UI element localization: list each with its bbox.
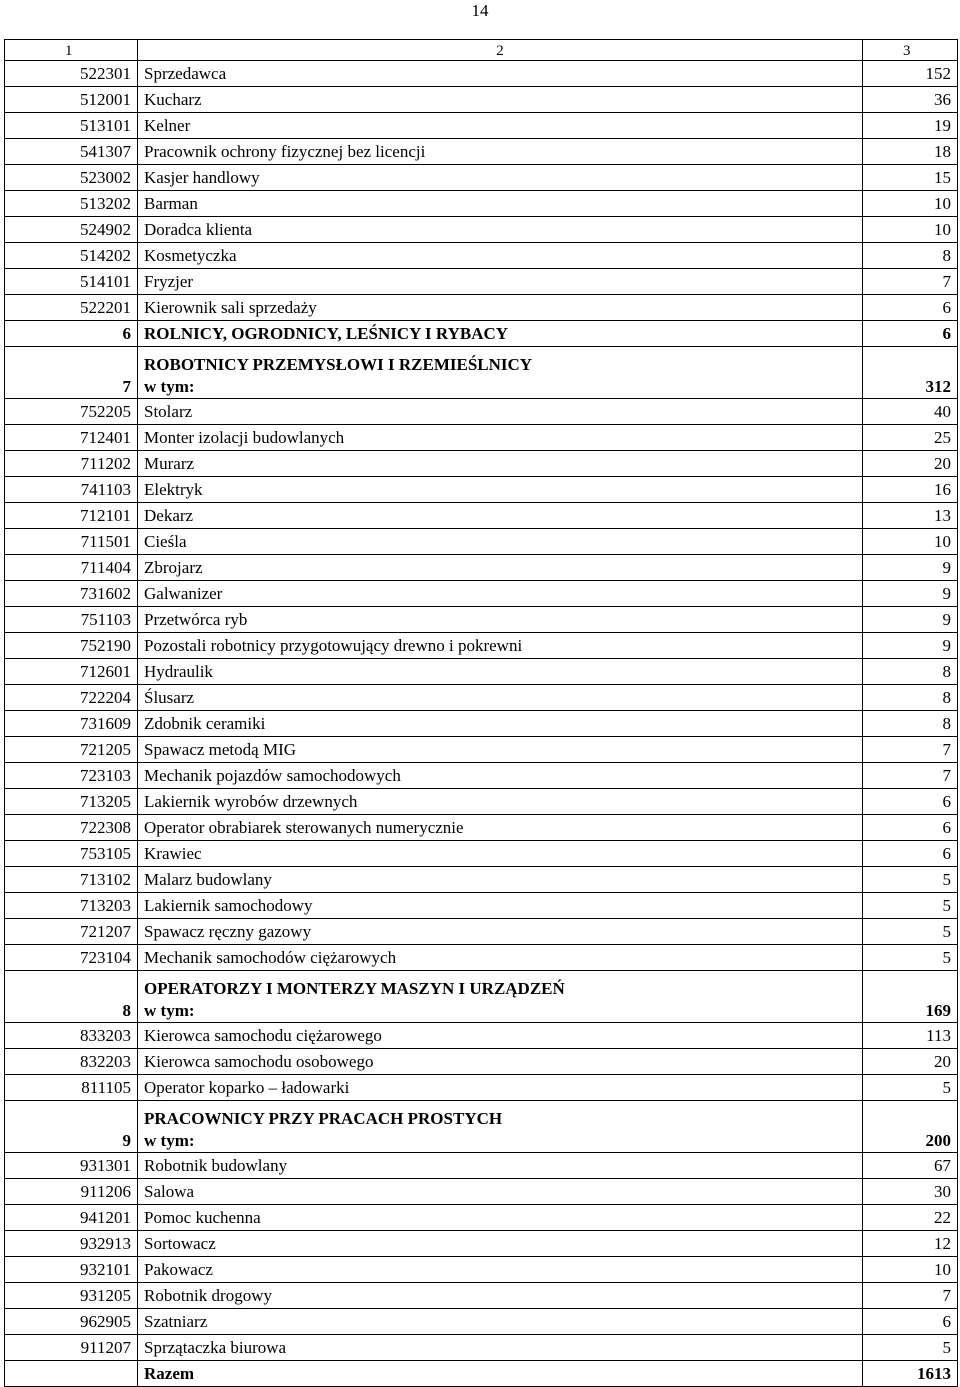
occupation-name: Szatniarz: [138, 1309, 863, 1335]
table-row: [5, 607, 958, 633]
occupation-name: Kierowca samochodu ciężarowego: [138, 1023, 863, 1049]
occupation-count: 9: [863, 607, 958, 633]
occupation-name: Sprzedawca: [138, 61, 863, 87]
occupation-count: 5: [863, 919, 958, 945]
table-row: [5, 1205, 958, 1231]
occupation-name: Kierowca samochodu osobowego: [138, 1049, 863, 1075]
occupation-count: 1613: [863, 1361, 958, 1387]
occupation-code: 711202: [5, 451, 138, 477]
occupation-code: 721207: [5, 919, 138, 945]
occupation-group-cell: [138, 971, 863, 1023]
occupation-count: 5: [863, 1335, 958, 1361]
occupation-code: 541307: [5, 139, 138, 165]
occupation-name: Pracownik ochrony fizycznej bez licencji: [138, 139, 863, 165]
occupation-count: 6: [863, 789, 958, 815]
occupation-count: 20: [863, 451, 958, 477]
occupation-code: 9: [5, 1101, 138, 1153]
occupation-name: Kelner: [138, 113, 863, 139]
table-row: [5, 399, 958, 425]
occupation-name: Hydraulik: [138, 659, 863, 685]
occupation-count: 13: [863, 503, 958, 529]
occupation-code: 513202: [5, 191, 138, 217]
occupation-count: 5: [863, 945, 958, 971]
occupation-code: 932913: [5, 1231, 138, 1257]
occupation-code: 941201: [5, 1205, 138, 1231]
occupation-count: 6: [863, 321, 958, 347]
occupation-name: Doradca klienta: [138, 217, 863, 243]
table-row: [5, 555, 958, 581]
occupation-code: 713205: [5, 789, 138, 815]
occupation-count: 7: [863, 1283, 958, 1309]
occupation-count: 8: [863, 685, 958, 711]
occupation-name: Lakiernik samochodowy: [138, 893, 863, 919]
occupation-count: 9: [863, 555, 958, 581]
occupation-code: 514202: [5, 243, 138, 269]
occupation-code: 731602: [5, 581, 138, 607]
occupation-group-name: OPERATORZY I MONTERZY MASZYN I URZĄDZEŃ: [144, 979, 565, 998]
occupation-count: 40: [863, 399, 958, 425]
occupation-code: 524902: [5, 217, 138, 243]
occupation-count: 19: [863, 113, 958, 139]
table-row: [5, 789, 958, 815]
group-row: [5, 971, 958, 1023]
table-row: [5, 841, 958, 867]
column-number-2: 2: [138, 40, 863, 61]
occupation-count: 6: [863, 841, 958, 867]
occupation-name: Przetwórca ryb: [138, 607, 863, 633]
page-number: 14: [471, 1, 489, 20]
occupation-name: Pakowacz: [138, 1257, 863, 1283]
occupation-name: Lakiernik wyrobów drzewnych: [138, 789, 863, 815]
table-row: [5, 139, 958, 165]
occupation-code: 752205: [5, 399, 138, 425]
occupation-name: Pomoc kuchenna: [138, 1205, 863, 1231]
occupation-count: 36: [863, 87, 958, 113]
occupation-count: 16: [863, 477, 958, 503]
occupation-name: Zbrojarz: [138, 555, 863, 581]
occupation-count: 18: [863, 139, 958, 165]
table-row: [5, 503, 958, 529]
occupation-code: 751103: [5, 607, 138, 633]
table-row: [5, 451, 958, 477]
column-number-3: 3: [863, 40, 958, 61]
total-row: [5, 1361, 958, 1387]
occupation-group-name: PRACOWNICY PRZY PRACACH PROSTYCH: [144, 1109, 503, 1128]
occupation-count: 5: [863, 1075, 958, 1101]
occupation-code: 523002: [5, 165, 138, 191]
occupation-name: Kasjer handlowy: [138, 165, 863, 191]
occupation-code: 512001: [5, 87, 138, 113]
occupation-name: Dekarz: [138, 503, 863, 529]
occupation-name: Fryzjer: [138, 269, 863, 295]
occupation-code: 723104: [5, 945, 138, 971]
occupation-code: 811105: [5, 1075, 138, 1101]
occupation-code: 931205: [5, 1283, 138, 1309]
occupation-code: 8: [5, 971, 138, 1023]
occupation-count: 12: [863, 1231, 958, 1257]
occupation-count: 9: [863, 581, 958, 607]
occupation-count: 6: [863, 295, 958, 321]
table-row: [5, 1257, 958, 1283]
occupation-count: 7: [863, 737, 958, 763]
occupation-count: 6: [863, 815, 958, 841]
occupation-group-subtitle: w tym:: [144, 377, 195, 396]
table-row: [5, 191, 958, 217]
occupation-count: 10: [863, 191, 958, 217]
occupation-name: Spawacz ręczny gazowy: [138, 919, 863, 945]
table-row: [5, 165, 958, 191]
table-row: [5, 737, 958, 763]
occupation-code: 712101: [5, 503, 138, 529]
occupation-name: Malarz budowlany: [138, 867, 863, 893]
occupation-group-subtitle: w tym:: [144, 1001, 195, 1020]
occupation-name: Sprzątaczka biurowa: [138, 1335, 863, 1361]
occupation-code: 833203: [5, 1023, 138, 1049]
occupation-code: 832203: [5, 1049, 138, 1075]
occupation-group-subtitle: w tym:: [144, 1131, 195, 1150]
occupation-name: Galwanizer: [138, 581, 863, 607]
occupation-name: Mechanik samochodów ciężarowych: [138, 945, 863, 971]
occupation-code: 911206: [5, 1179, 138, 1205]
occupation-code: 712401: [5, 425, 138, 451]
table-row: [5, 477, 958, 503]
table-row: [5, 867, 958, 893]
occupation-count: 200: [863, 1101, 958, 1153]
occupation-count: 169: [863, 971, 958, 1023]
occupation-code: 722204: [5, 685, 138, 711]
column-number-1: 1: [5, 40, 138, 61]
occupation-count: 67: [863, 1153, 958, 1179]
occupation-count: 20: [863, 1049, 958, 1075]
occupation-name: Stolarz: [138, 399, 863, 425]
occupation-name: Sortowacz: [138, 1231, 863, 1257]
occupation-count: 113: [863, 1023, 958, 1049]
table-row: [5, 1075, 958, 1101]
table-row: [5, 893, 958, 919]
occupation-count: 25: [863, 425, 958, 451]
occupation-count: 10: [863, 1257, 958, 1283]
occupation-count: 5: [863, 893, 958, 919]
occupation-code: 711501: [5, 529, 138, 555]
occupations-table: [4, 39, 958, 1387]
occupation-name: Robotnik budowlany: [138, 1153, 863, 1179]
occupation-name: Elektryk: [138, 477, 863, 503]
table-row: [5, 1049, 958, 1075]
group-row: [5, 1101, 958, 1153]
occupation-count: 10: [863, 217, 958, 243]
occupation-code: 712601: [5, 659, 138, 685]
occupation-code: 721205: [5, 737, 138, 763]
occupation-name: Salowa: [138, 1179, 863, 1205]
occupation-code: 7: [5, 347, 138, 399]
occupation-code: 713102: [5, 867, 138, 893]
occupation-code: 932101: [5, 1257, 138, 1283]
table-row: [5, 711, 958, 737]
table-row: [5, 685, 958, 711]
occupation-name: Murarz: [138, 451, 863, 477]
occupation-code: 731609: [5, 711, 138, 737]
occupation-name: Cieśla: [138, 529, 863, 555]
table-row: [5, 425, 958, 451]
occupation-code: 514101: [5, 269, 138, 295]
occupation-count: 7: [863, 269, 958, 295]
occupation-name: Zdobnik ceramiki: [138, 711, 863, 737]
occupation-group-cell: [138, 1101, 863, 1153]
table-row: [5, 1283, 958, 1309]
table-row: [5, 269, 958, 295]
table-row: [5, 1309, 958, 1335]
table-row: [5, 1335, 958, 1361]
occupation-group-name: ROBOTNICY PRZEMYSŁOWI I RZEMIEŚLNICY: [144, 355, 533, 374]
occupation-count: 10: [863, 529, 958, 555]
occupation-code: 911207: [5, 1335, 138, 1361]
table-row: [5, 61, 958, 87]
table-body: [5, 40, 958, 1387]
table-row: [5, 945, 958, 971]
occupation-name: Robotnik drogowy: [138, 1283, 863, 1309]
table-row: [5, 243, 958, 269]
table-row: [5, 87, 958, 113]
group-row: [5, 347, 958, 399]
table-row: [5, 633, 958, 659]
occupation-name: Pozostali robotnicy przygotowujący drewno i pokrewni: [138, 633, 863, 659]
occupation-name: Monter izolacji budowlanych: [138, 425, 863, 451]
occupation-count: 8: [863, 711, 958, 737]
table-row: [5, 295, 958, 321]
table-row: [5, 113, 958, 139]
occupation-count: 9: [863, 633, 958, 659]
occupation-count: 15: [863, 165, 958, 191]
table-row: [5, 815, 958, 841]
table-row: [5, 919, 958, 945]
occupation-name: ROLNICY, OGRODNICY, LEŚNICY I RYBACY: [138, 321, 863, 347]
occupation-code: [5, 1361, 138, 1387]
occupation-count: 22: [863, 1205, 958, 1231]
occupation-count: 152: [863, 61, 958, 87]
occupation-count: 8: [863, 243, 958, 269]
occupation-name: Kucharz: [138, 87, 863, 113]
column-number-row: [5, 40, 958, 61]
occupation-count: 30: [863, 1179, 958, 1205]
table-row: [5, 763, 958, 789]
occupation-name: Ślusarz: [138, 685, 863, 711]
occupation-code: 6: [5, 321, 138, 347]
occupation-name: Mechanik pojazdów samochodowych: [138, 763, 863, 789]
occupation-code: 752190: [5, 633, 138, 659]
occupation-name: Operator obrabiarek sterowanych numerycznie: [138, 815, 863, 841]
table-row: [5, 1023, 958, 1049]
occupation-code: 723103: [5, 763, 138, 789]
occupation-name: Razem: [138, 1361, 863, 1387]
table-row: [5, 1231, 958, 1257]
occupation-code: 753105: [5, 841, 138, 867]
occupation-count: 8: [863, 659, 958, 685]
table-row: [5, 217, 958, 243]
occupation-name: Spawacz metodą MIG: [138, 737, 863, 763]
occupation-code: 711404: [5, 555, 138, 581]
occupation-code: 962905: [5, 1309, 138, 1335]
table-row: [5, 581, 958, 607]
occupation-code: 931301: [5, 1153, 138, 1179]
table-row: [5, 529, 958, 555]
occupation-count: 7: [863, 763, 958, 789]
occupation-count: 5: [863, 867, 958, 893]
occupation-code: 513101: [5, 113, 138, 139]
group-row: [5, 321, 958, 347]
occupation-code: 522301: [5, 61, 138, 87]
occupation-code: 713203: [5, 893, 138, 919]
occupation-name: Barman: [138, 191, 863, 217]
table-row: [5, 1153, 958, 1179]
table-row: [5, 1179, 958, 1205]
occupation-name: Krawiec: [138, 841, 863, 867]
occupation-code: 722308: [5, 815, 138, 841]
table-row: [5, 659, 958, 685]
occupation-name: Kosmetyczka: [138, 243, 863, 269]
occupation-count: 6: [863, 1309, 958, 1335]
occupation-count: 312: [863, 347, 958, 399]
occupation-name: Kierownik sali sprzedaży: [138, 295, 863, 321]
occupation-code: 522201: [5, 295, 138, 321]
occupation-group-cell: [138, 347, 863, 399]
occupation-name: Operator koparko – ładowarki: [138, 1075, 863, 1101]
occupation-code: 741103: [5, 477, 138, 503]
